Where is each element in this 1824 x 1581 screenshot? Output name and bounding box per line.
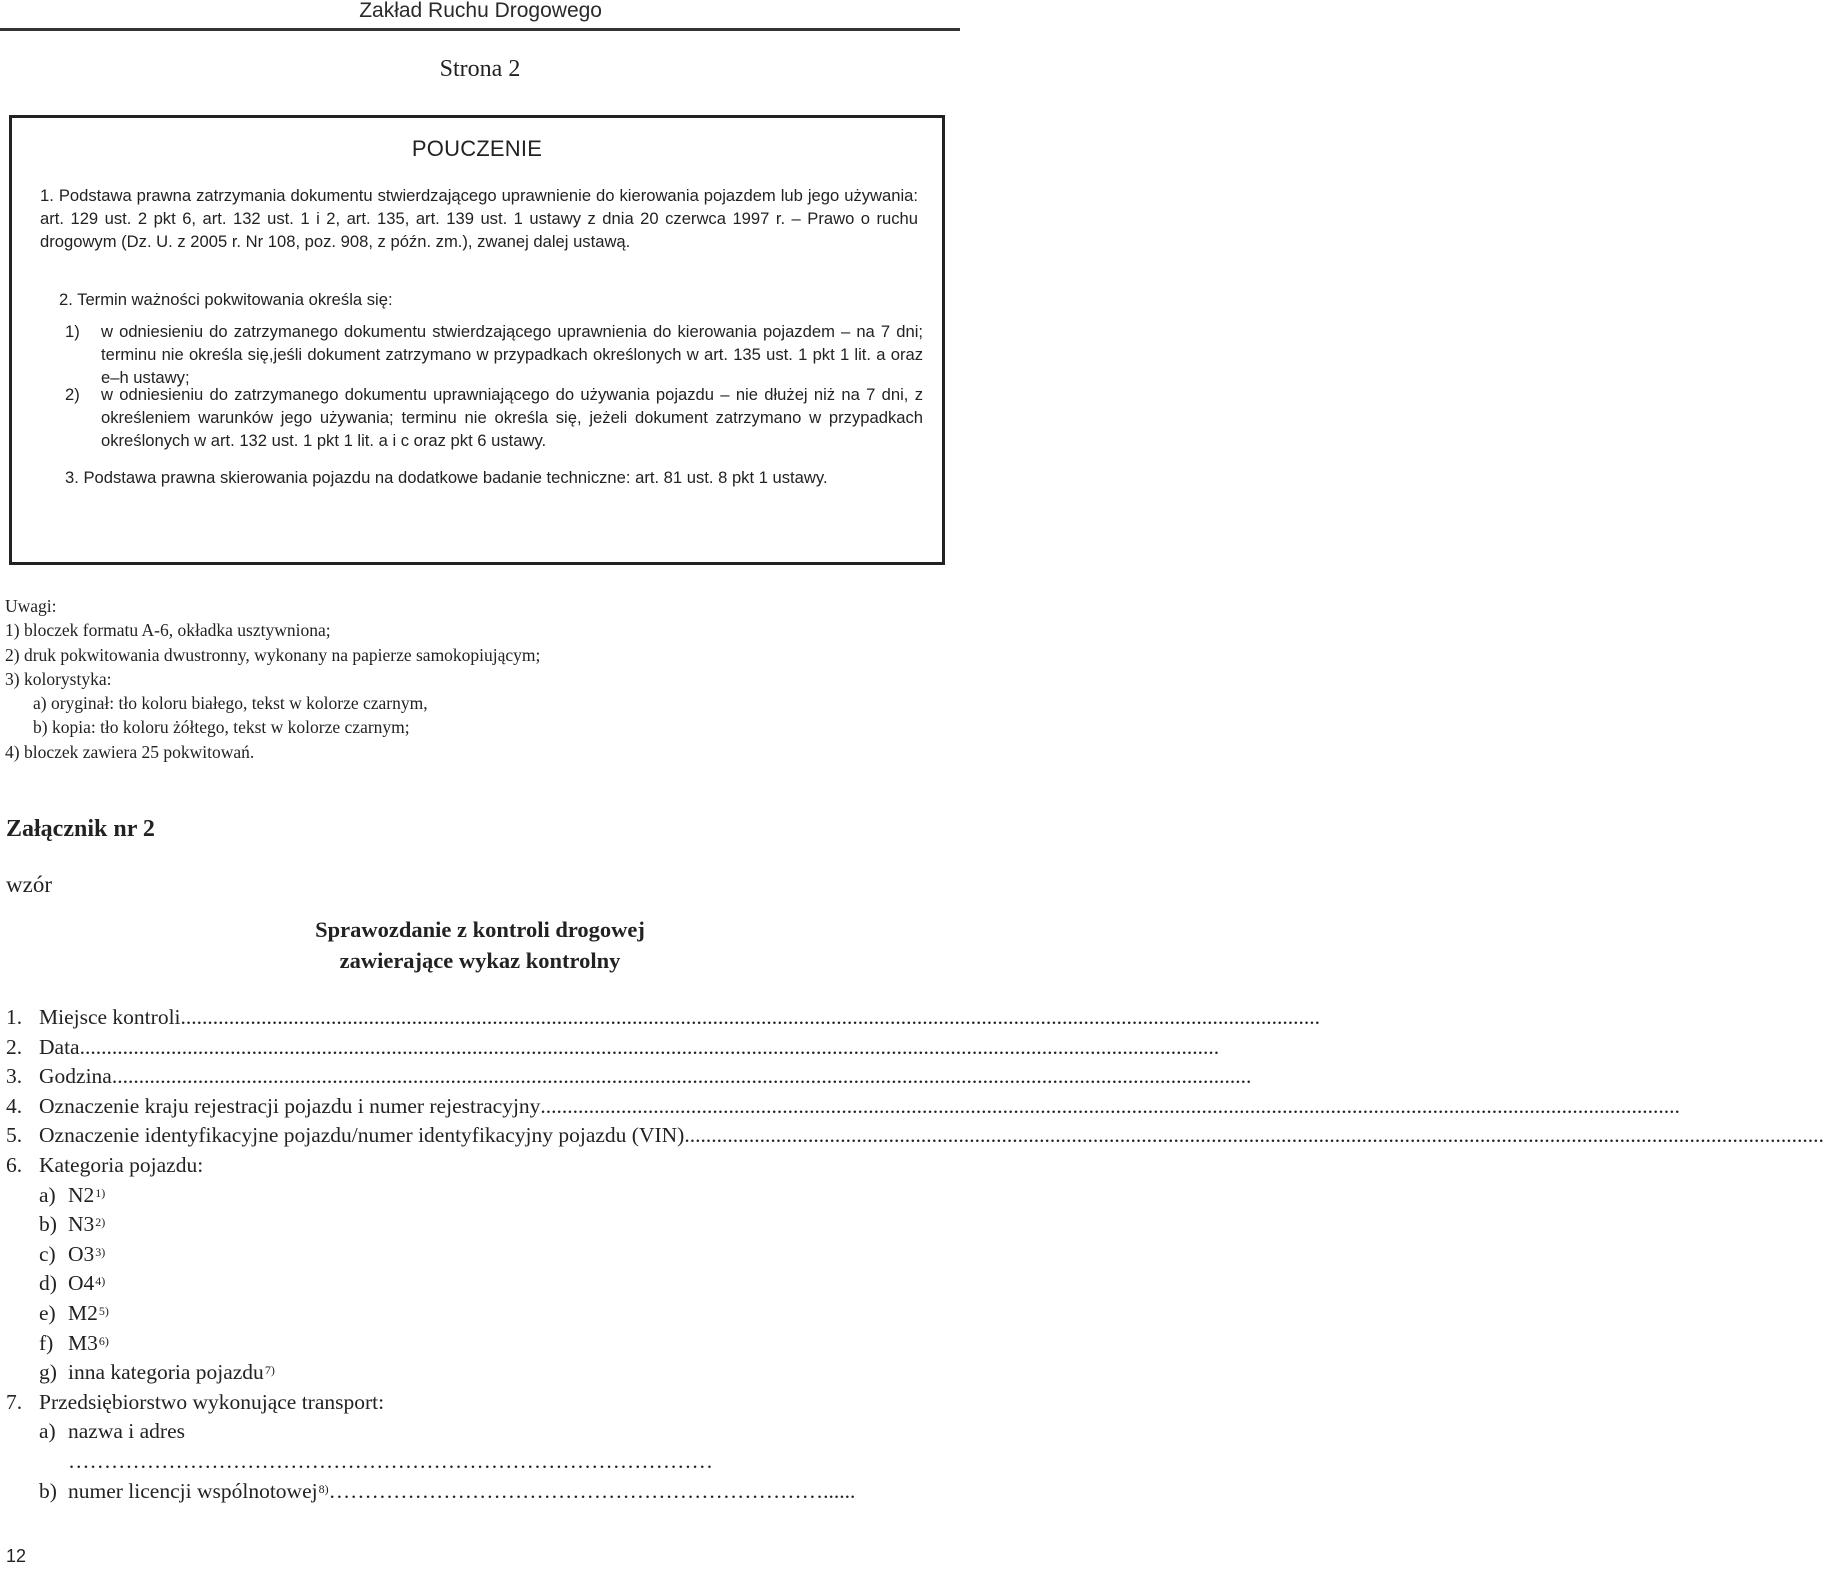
category-option[interactable] [6, 1210, 936, 1240]
field-dots[interactable]: .................................................................................................................................................................................................................... [180, 1005, 1321, 1029]
spacer [39, 1447, 68, 1477]
option-letter: a) [39, 1419, 56, 1444]
field-number: 2. [6, 1034, 23, 1059]
sub-label: 2) [65, 385, 80, 404]
field-registration [6, 1092, 1680, 1122]
option-letter: b) [39, 1212, 57, 1237]
field-dots[interactable]: ……………………………………………………………...... [328, 1478, 856, 1503]
category-option[interactable] [6, 1358, 936, 1388]
header-title: Zakład Ruchu Drogowego [359, 0, 602, 22]
note-subitem: a) oryginał: tło koloru białego, tekst w kolorze czarnym, [33, 693, 428, 714]
page-number: 12 [6, 1546, 27, 1566]
field-label: Oznaczenie kraju rejestracji pojazdu i numer rejestracyjny [39, 1093, 541, 1118]
option-letter: f) [39, 1330, 54, 1355]
company-name-address [6, 1417, 936, 1447]
option-label: N3 [68, 1212, 95, 1237]
footnote-ref: 4) [95, 1274, 106, 1289]
report-fields [6, 1003, 1824, 1506]
note-item: 2) druk pokwitowania dwustronny, wykonany na papierze samokopiującym; [5, 644, 541, 665]
field-location [6, 1003, 1321, 1033]
option-letter: b) [39, 1478, 57, 1503]
instruction-item-3: 3. Podstawa prawna skierowania pojazdu na dodatkowe badanie techniczne: art. 81 ust. 8 pkt 1 ustawy. [65, 468, 828, 487]
field-dots[interactable]: .................................................................................................................................................................................................................... [540, 1093, 1680, 1118]
notes-heading: Uwagi: [5, 596, 57, 616]
field-label: Godzina [39, 1064, 112, 1089]
template-label: wzór [6, 872, 52, 897]
instruction-sub-1 [65, 320, 923, 389]
field-vin [6, 1121, 1824, 1151]
instruction-sub-2 [65, 383, 923, 452]
field-label: Kategoria pojazdu: [39, 1152, 204, 1177]
company-license [6, 1477, 936, 1507]
field-number: 7. [6, 1389, 23, 1414]
field-label: Data [39, 1034, 80, 1059]
option-letter: c) [39, 1241, 56, 1266]
option-letter: e) [39, 1300, 56, 1325]
footnote-ref: 5) [98, 1303, 109, 1318]
field-label: Oznaczenie identyfikacyjne pojazdu/numer identyfikacyjny pojazdu (VIN) [39, 1123, 685, 1148]
field-number: 4. [6, 1093, 23, 1118]
field-number: 5. [6, 1123, 23, 1148]
instruction-item-1: 1. Podstawa prawna zatrzymania dokumentu stwierdzającego uprawnienie do kierowania pojazdem lub jego używania: art. 129 ust. 2 pkt 6, art. 132 ust. 1 i 2, art. 135, art. 139 ust. 1 ustawy z dnia 20 czerwca 1997 r. – Prawo o ruchu drogowym (Dz. U. z 2005 r. Nr 108, poz. 908, z późn. zm.), zwanej dalej ustawą. [40, 186, 918, 251]
footnote-ref: 3) [95, 1244, 106, 1259]
field-label: nazwa i adres [68, 1419, 185, 1444]
instruction-box [9, 115, 945, 565]
instruction-item-2: 2. Termin ważności pokwitowania określa się: [59, 290, 393, 309]
note-item: 4) bloczek zawiera 25 pokwitowań. [5, 741, 255, 762]
field-number: 6. [6, 1152, 23, 1177]
box-title: POUCZENIE [411, 136, 543, 161]
note-subitem: b) kopia: tło koloru żółtego, tekst w kolorze czarnym; [33, 717, 410, 738]
category-option[interactable] [6, 1329, 936, 1359]
sub-text: w odniesieniu do zatrzymanego dokumentu stwierdzającego uprawnienia do kierowania pojazdem – na 7 dni; terminu nie określa się,jeśli dokument zatrzymano w przypadkach określonych w art. 135 ust. 1 pkt 1 lit. a oraz e–h ustawy; [101, 322, 923, 387]
option-label: M3 [68, 1330, 98, 1355]
option-letter: g) [39, 1360, 57, 1385]
page-label: Strona 2 [439, 56, 521, 82]
note-item: 3) kolorystyka: [5, 668, 112, 689]
footnote-ref: 1) [95, 1185, 106, 1200]
sub-text: w odniesieniu do zatrzymanego dokumentu uprawniającego do używania pojazdu – nie dłużej niż na 7 dni, z określeniem warunków jego używania; terminu nie określa się, jeżeli dokument zatrzymano w przypadkach określonych w art. 132 ust. 1 pkt 1 lit. a i c oraz pkt 6 ustawy. [101, 385, 923, 450]
option-label: O4 [68, 1271, 95, 1296]
option-label: O3 [68, 1241, 95, 1266]
report-title-line-2: zawierające wykaz kontrolny [339, 948, 621, 973]
field-category [6, 1151, 936, 1181]
option-label: N2 [68, 1182, 95, 1207]
footnote-ref: 2) [95, 1215, 106, 1230]
field-dots[interactable]: .................................................................................................................................................................................................................... [111, 1064, 1252, 1089]
company-name-address-line[interactable] [6, 1447, 936, 1477]
field-label: numer licencji wspólnotowej [68, 1478, 318, 1503]
field-dots[interactable]: .................................................................................................................................................................................................................... [79, 1034, 1220, 1059]
option-label: inna kategoria pojazdu [68, 1360, 264, 1385]
notes-section [5, 594, 905, 764]
footnote-ref: 6) [98, 1333, 109, 1348]
field-number: 3. [6, 1064, 23, 1089]
field-date [6, 1033, 1220, 1063]
option-letter: d) [39, 1271, 57, 1296]
footnote-ref: 7) [264, 1363, 275, 1378]
header-rule [0, 28, 960, 31]
report-title [0, 914, 960, 976]
note-item: 1) bloczek formatu A-6, okładka usztywniona; [5, 620, 331, 641]
category-option[interactable] [6, 1240, 936, 1270]
category-option[interactable] [6, 1299, 936, 1329]
field-dots[interactable]: .................................................................................................................................................................................................................... [684, 1123, 1824, 1148]
field-label: Przedsiębiorstwo wykonujące transport: [39, 1389, 385, 1414]
field-label: Miejsce kontroli [39, 1005, 181, 1029]
report-title-line-1: Sprawozdanie z kontroli drogowej [315, 917, 645, 942]
field-number: 1. [6, 1005, 23, 1029]
category-option[interactable] [6, 1181, 936, 1211]
footnote-ref: 8) [318, 1481, 329, 1496]
attachment-title: Załącznik nr 2 [6, 816, 155, 842]
field-dots[interactable]: ……………………………………………………………………………… [68, 1448, 713, 1473]
category-option[interactable] [6, 1269, 936, 1299]
field-transport-company [6, 1388, 936, 1418]
field-time [6, 1062, 1252, 1092]
option-letter: a) [39, 1182, 56, 1207]
sub-label: 1) [65, 322, 80, 341]
option-label: M2 [68, 1300, 98, 1325]
